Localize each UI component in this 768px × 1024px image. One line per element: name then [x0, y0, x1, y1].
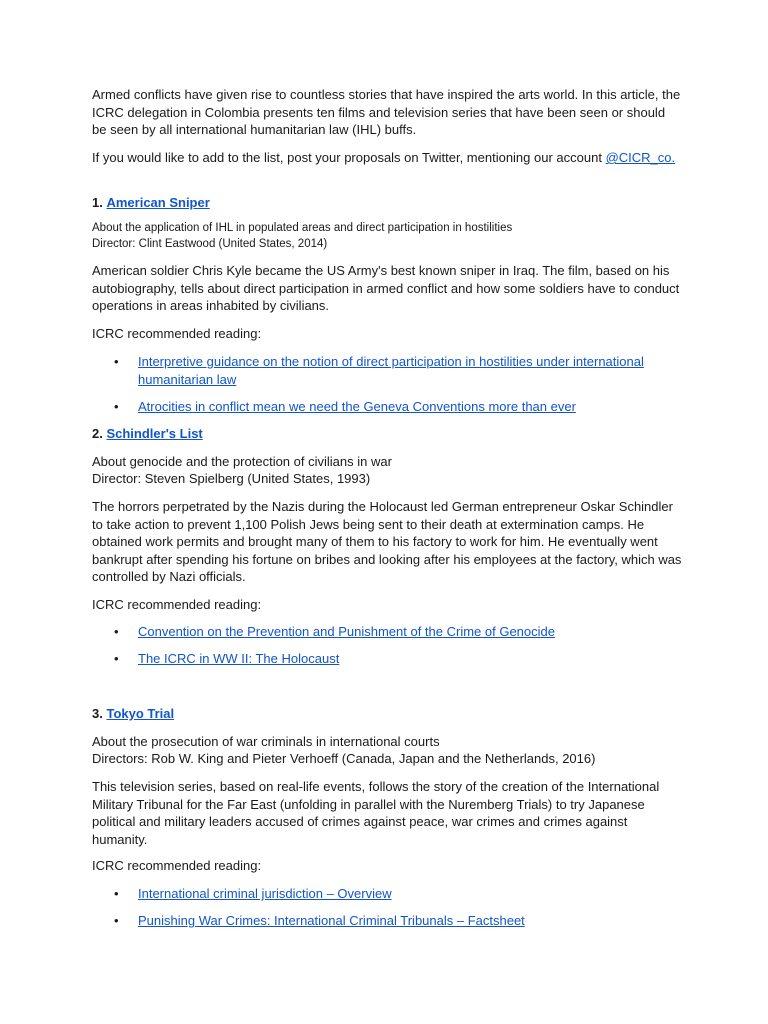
- reading-link[interactable]: Punishing War Crimes: International Criminal Tribunals – Factsheet: [138, 913, 525, 928]
- film-about: About the prosecution of war criminals in international courts: [92, 734, 440, 749]
- film-number: 2.: [92, 426, 103, 441]
- bullet: •: [114, 399, 119, 414]
- reading-label: ICRC recommended reading:: [92, 597, 262, 612]
- film-number: 3.: [92, 706, 103, 721]
- list-item: [92, 353, 682, 388]
- reading-list: [92, 650, 682, 668]
- list-item: [92, 912, 682, 930]
- film-heading-2: [92, 425, 682, 443]
- bullet: •: [114, 913, 119, 928]
- reading-label: ICRC recommended reading:: [92, 858, 262, 873]
- reading-link[interactable]: Atrocities in conflict mean we need the Geneva Conventions more than ever: [138, 399, 576, 414]
- film-title-link[interactable]: Schindler's List: [106, 426, 203, 441]
- reading-link[interactable]: International criminal jurisdiction – Overview: [138, 886, 392, 901]
- film-heading-1: [92, 194, 682, 212]
- bullet: •: [114, 886, 119, 901]
- reading-list: [92, 398, 682, 416]
- bullet: •: [114, 624, 119, 639]
- reading-label: ICRC recommended reading:: [92, 326, 262, 341]
- twitter-handle-link[interactable]: @CICR_co.: [605, 150, 676, 165]
- film-description: American soldier Chris Kyle became the US Army's best known sniper in Iraq. The film, based on his autobiography, tells about direct participation in armed conflict and how some soldiers have to conduct operations in areas inhabited by civilians.: [92, 263, 680, 313]
- film-title-link[interactable]: American Sniper: [106, 195, 210, 210]
- film-about: About genocide and the protection of civilians in war: [92, 454, 392, 469]
- reading-list: [92, 353, 682, 388]
- bullet: •: [114, 651, 119, 666]
- list-item: [92, 398, 682, 416]
- reading-list: [92, 623, 682, 641]
- film-director: Director: Clint Eastwood (United States, 2014): [92, 238, 328, 250]
- twitter-paragraph: [92, 149, 682, 167]
- list-item: [92, 650, 682, 668]
- list-item: [92, 885, 682, 903]
- film-director: Director: Steven Spielberg (United States, 1993): [92, 471, 371, 486]
- film-director: Directors: Rob W. King and Pieter Verhoeff (Canada, Japan and the Netherlands, 2016): [92, 751, 596, 766]
- film-description: This television series, based on real-life events, follows the story of the creation of the International Military Tribunal for the Far East (unfolding in parallel with the Nuremberg Trials) to try Japanese political and military leaders accused of crimes against peace, war crimes and crimes against humanity.: [92, 779, 660, 847]
- reading-link[interactable]: Interpretive guidance on the notion of direct participation in hostilities under international humanitarian law: [138, 354, 644, 387]
- intro-paragraph: Armed conflicts have given rise to countless stories that have inspired the arts world. In this article, the ICRC delegation in Colombia presents ten films and television series that have been seen or should be seen by all international humanitarian law (IHL) buffs.: [92, 87, 681, 137]
- reading-list: [92, 912, 682, 930]
- bullet: •: [114, 354, 119, 369]
- film-heading-3: [92, 705, 682, 723]
- film-about: About the application of IHL in populated areas and direct participation in hostilities: [92, 222, 513, 234]
- reading-link[interactable]: Convention on the Prevention and Punishment of the Crime of Genocide: [138, 624, 555, 639]
- twitter-text: If you would like to add to the list, post your proposals on Twitter, mentioning our account: [92, 150, 602, 165]
- reading-link[interactable]: The ICRC in WW II: The Holocaust: [138, 651, 340, 666]
- reading-list: [92, 885, 682, 903]
- film-number: 1.: [92, 195, 103, 210]
- film-title-link[interactable]: Tokyo Trial: [106, 706, 175, 721]
- list-item: [92, 623, 682, 641]
- film-description: The horrors perpetrated by the Nazis during the Holocaust led German entrepreneur Oskar Schindler to take action to prevent 1,100 Polish Jews being sent to their death at extermination camps. He obtained work permits and brought many of them to his factory to work for him. He eventually went bankrupt after spending his fortune on bribes and looking after his employees at the factory, which was controlled by Nazi officials.: [92, 499, 682, 584]
